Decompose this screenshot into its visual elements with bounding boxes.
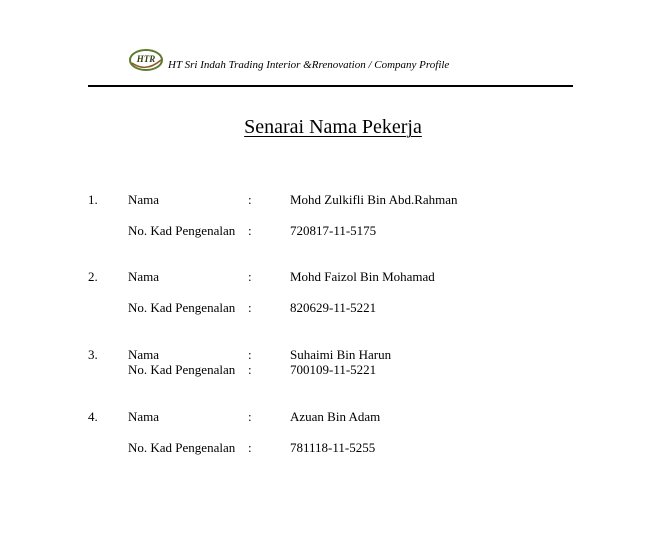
worker-number: 4.: [88, 409, 98, 424]
separator: :: [248, 269, 252, 284]
name-label: Nama: [128, 269, 160, 284]
worker-id: 781118-11-5255: [290, 440, 376, 455]
separator: :: [248, 192, 252, 207]
worker-number: 2.: [88, 269, 98, 284]
worker-id: 820629-11-5221: [290, 300, 377, 315]
worker-name: Azuan Bin Adam: [290, 409, 381, 424]
worker-name: Mohd Zulkifli Bin Abd.Rahman: [290, 192, 458, 207]
company-line: HT Sri Indah Trading Interior &Rrenovation / Company Profile: [168, 59, 450, 71]
worker-id: 700109-11-5221: [290, 362, 377, 377]
company-logo: [128, 48, 164, 72]
separator: :: [248, 440, 252, 455]
worker-number: 3.: [88, 347, 98, 362]
header-divider: [88, 85, 573, 87]
worker-number: 1.: [88, 192, 98, 207]
worker-name: Mohd Faizol Bin Mohamad: [290, 269, 435, 284]
separator: :: [248, 347, 252, 362]
name-label: Nama: [128, 192, 160, 207]
id-label: No. Kad Pengenalan: [128, 223, 236, 238]
separator: :: [248, 300, 252, 315]
id-label: No. Kad Pengenalan: [128, 440, 236, 455]
page-title-text: Senarai Nama Pekerja: [244, 116, 422, 138]
worker-id: 720817-11-5175: [290, 223, 377, 238]
name-label: Nama: [128, 347, 160, 362]
id-label: No. Kad Pengenalan: [128, 300, 236, 315]
id-label: No. Kad Pengenalan: [128, 362, 236, 377]
page-title: [0, 116, 666, 139]
worker-name: Suhaimi Bin Harun: [290, 347, 392, 362]
separator: :: [248, 362, 252, 377]
separator: :: [248, 409, 252, 424]
name-label: Nama: [128, 409, 160, 424]
separator: :: [248, 223, 252, 238]
logo-text: HTR: [136, 54, 156, 64]
